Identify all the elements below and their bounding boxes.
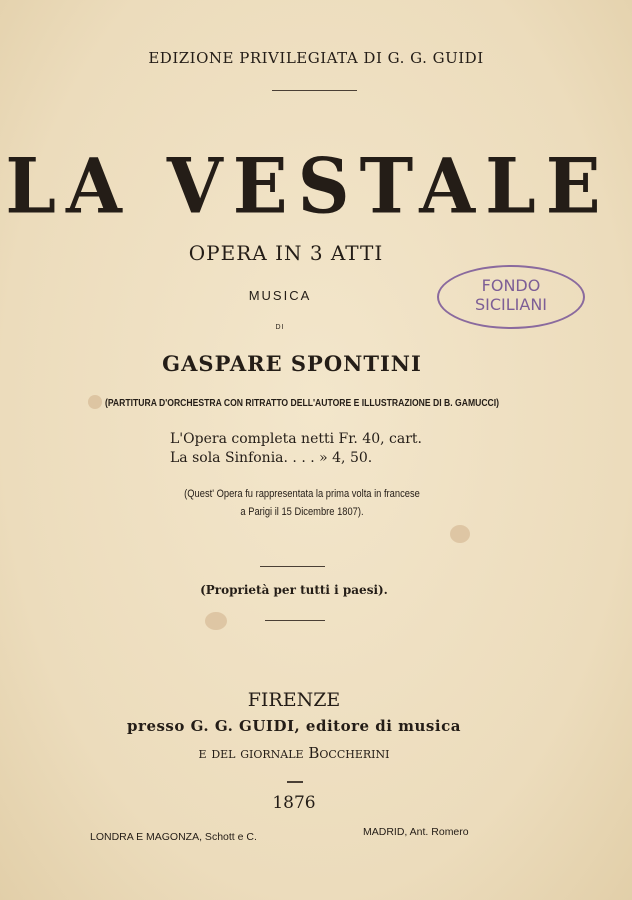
city: FIRENZE xyxy=(247,689,341,711)
price-sinfonia: La sola Sinfonia. . . . » 4, 50. xyxy=(170,450,373,466)
rights-notice: (Proprietà per tutti i paesi). xyxy=(200,583,388,597)
divider xyxy=(272,90,357,91)
divider xyxy=(287,781,303,783)
footer-london: LONDRA E MAGONZA, Schott e C. xyxy=(90,831,257,843)
publisher: presso G. G. GUIDI, editore di musica xyxy=(127,717,461,735)
musica-label: MUSICA xyxy=(248,288,312,303)
premiere-note xyxy=(33,485,570,521)
stamp-line-1: FONDO xyxy=(481,276,541,295)
opera-title: LA VESTALE xyxy=(5,140,611,231)
di-label: DI xyxy=(275,324,285,331)
note-line-2: a Parigi il 15 Dicembre 1807). xyxy=(240,506,364,518)
edition-line: EDIZIONE PRIVILEGIATA DI G. G. GUIDI xyxy=(148,49,484,67)
price-full-opera: L'Opera completa netti Fr. 40, cart. xyxy=(170,431,422,447)
stamp-line-2: SICILIANI xyxy=(474,295,548,314)
opera-subtitle: OPERA IN 3 ATTI xyxy=(188,241,384,265)
library-stamp xyxy=(437,265,585,329)
price-list xyxy=(170,430,422,468)
year: 1876 xyxy=(272,793,316,813)
composer-name: GASPARE SPONTINI xyxy=(162,351,422,376)
divider xyxy=(260,566,325,567)
note-line-1: (Quest' Opera fu rappresentata la prima volta in francese xyxy=(184,488,420,500)
footer-madrid: MADRID, Ant. Romero xyxy=(363,826,469,838)
description: (PARTITURA D'ORCHESTRA CON RITRATTO DELL'AUTORE E ILLUSTRAZIONE DI B. GAMUCCI) xyxy=(104,397,500,409)
journal: e del giornale Boccherini xyxy=(198,744,390,762)
divider xyxy=(265,620,325,621)
